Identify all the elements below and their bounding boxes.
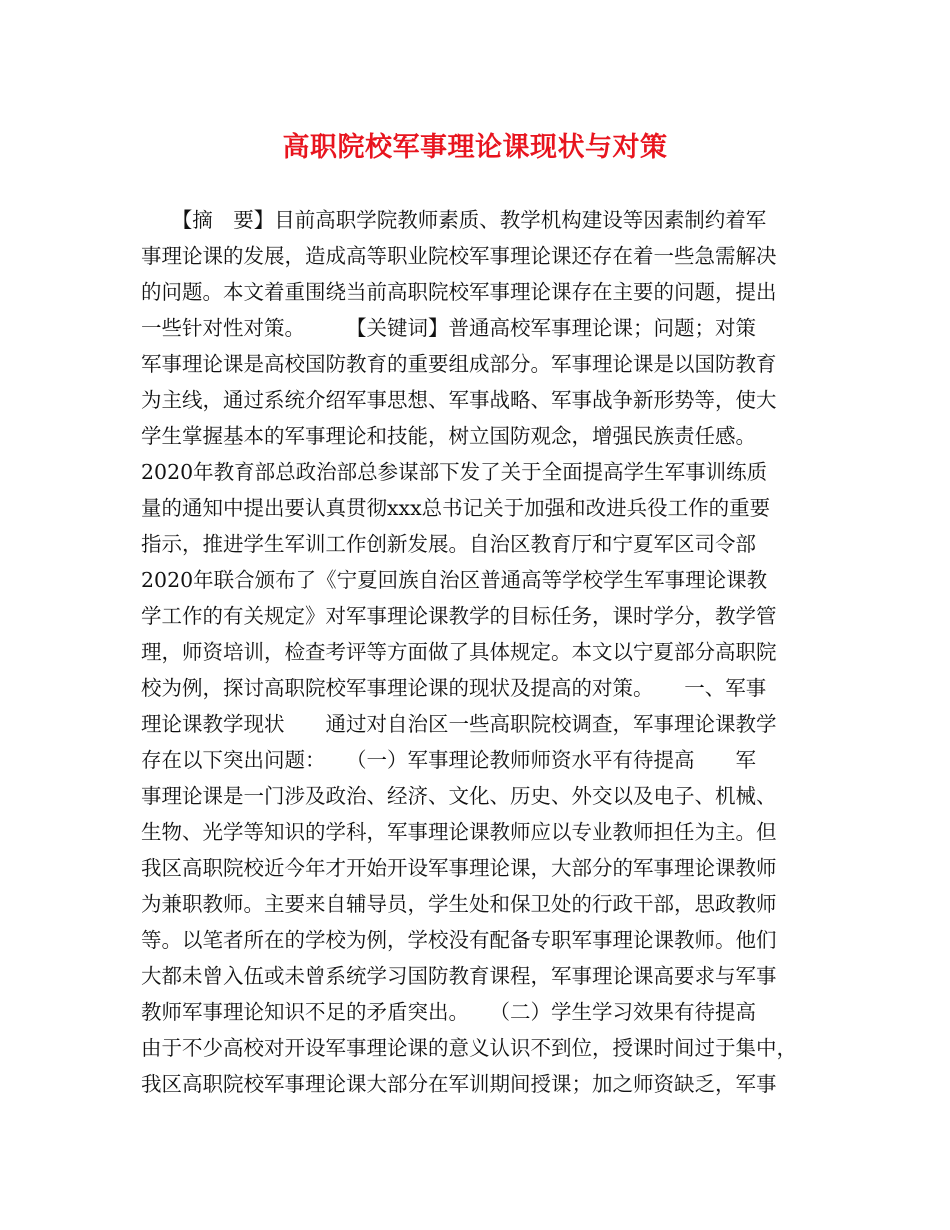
text-line: 等。以笔者所在的学校为例，学校没有配备专职军事理论课教师。他们: [141, 928, 777, 952]
text-line: 我区高职院校军事理论课大部分在军训期间授课；加之师资缺乏，军事: [141, 1072, 777, 1096]
text-line: 为兼职教师。主要来自辅导员，学生处和保卫处的行政干部，思政教师: [141, 892, 777, 916]
text-line: 事理论课是一门涉及政治、经济、文化、历史、外交以及电子、机械、: [141, 784, 777, 808]
text-line: 指示，推进学生军训工作创新发展。自治区教育厅和宁夏军区司令部: [141, 532, 756, 556]
document-title: 高职院校军事理论课现状与对策: [282, 132, 668, 163]
text-line: 事理论课的发展，造成高等职业院校军事理论课还存在着一些急需解决: [141, 244, 777, 268]
text-line: 我区高职院校近今年才开始开设军事理论课，大部分的军事理论课教师: [141, 856, 777, 880]
document-body: [141, 202, 821, 1102]
text-line: 量的通知中提出要认真贯彻xxx总书记关于加强和改进兵役工作的重要: [141, 496, 771, 520]
text-line: 一些针对性对策。 【关键词】普通高校军事理论课；问题；对策: [141, 316, 756, 340]
text-line: 生物、光学等知识的学科，军事理论课教师应以专业教师担任为主。但: [141, 820, 777, 844]
text-line: 学工作的有关规定》对军事理论课教学的目标任务，课时学分，教学管: [141, 604, 777, 628]
text-line: 存在以下突出问题： （一）军事理论教师师资水平有待提高 军: [141, 748, 756, 772]
text-line: 2020年教育部总政治部总参谋部下发了关于全面提高学生军事训练质: [141, 460, 768, 484]
text-line: 军事理论课是高校国防教育的重要组成部分。军事理论课是以国防教育: [141, 352, 777, 376]
text-line: 校为例，探讨高职院校军事理论课的现状及提高的对策。 一、军事: [141, 676, 767, 700]
text-line: 大都未曾入伍或未曾系统学习国防教育课程，军事理论课高要求与军事: [141, 964, 777, 988]
text-line: 2020年联合颁布了《宁夏回族自治区普通高等学校学生军事理论课教: [141, 568, 768, 592]
text-line: 学生掌握基本的军事理论和技能，树立国防观念，增强民族责任感。: [141, 424, 756, 448]
text-line: 为主线，通过系统介绍军事思想、军事战略、军事战争新形势等，使大: [141, 388, 777, 412]
text-line: 理论课教学现状 通过对自治区一些高职院校调查，军事理论课教学: [141, 712, 777, 736]
text-line: 的问题。本文着重围绕当前高职院校军事理论课存在主要的问题，提出: [141, 280, 777, 304]
text-line: 理，师资培训，检查考评等方面做了具体规定。本文以宁夏部分高职院: [141, 640, 777, 664]
text-line: 【摘 要】目前高职学院教师素质、教学机构建设等因素制约着军: [141, 208, 767, 232]
text-line: 教师军事理论知识不足的矛盾突出。 （二）学生学习效果有待提高: [141, 1000, 756, 1024]
text-line: 由于不少高校对开设军事理论课的意义认识不到位，授课时间过于集中，: [141, 1036, 797, 1060]
